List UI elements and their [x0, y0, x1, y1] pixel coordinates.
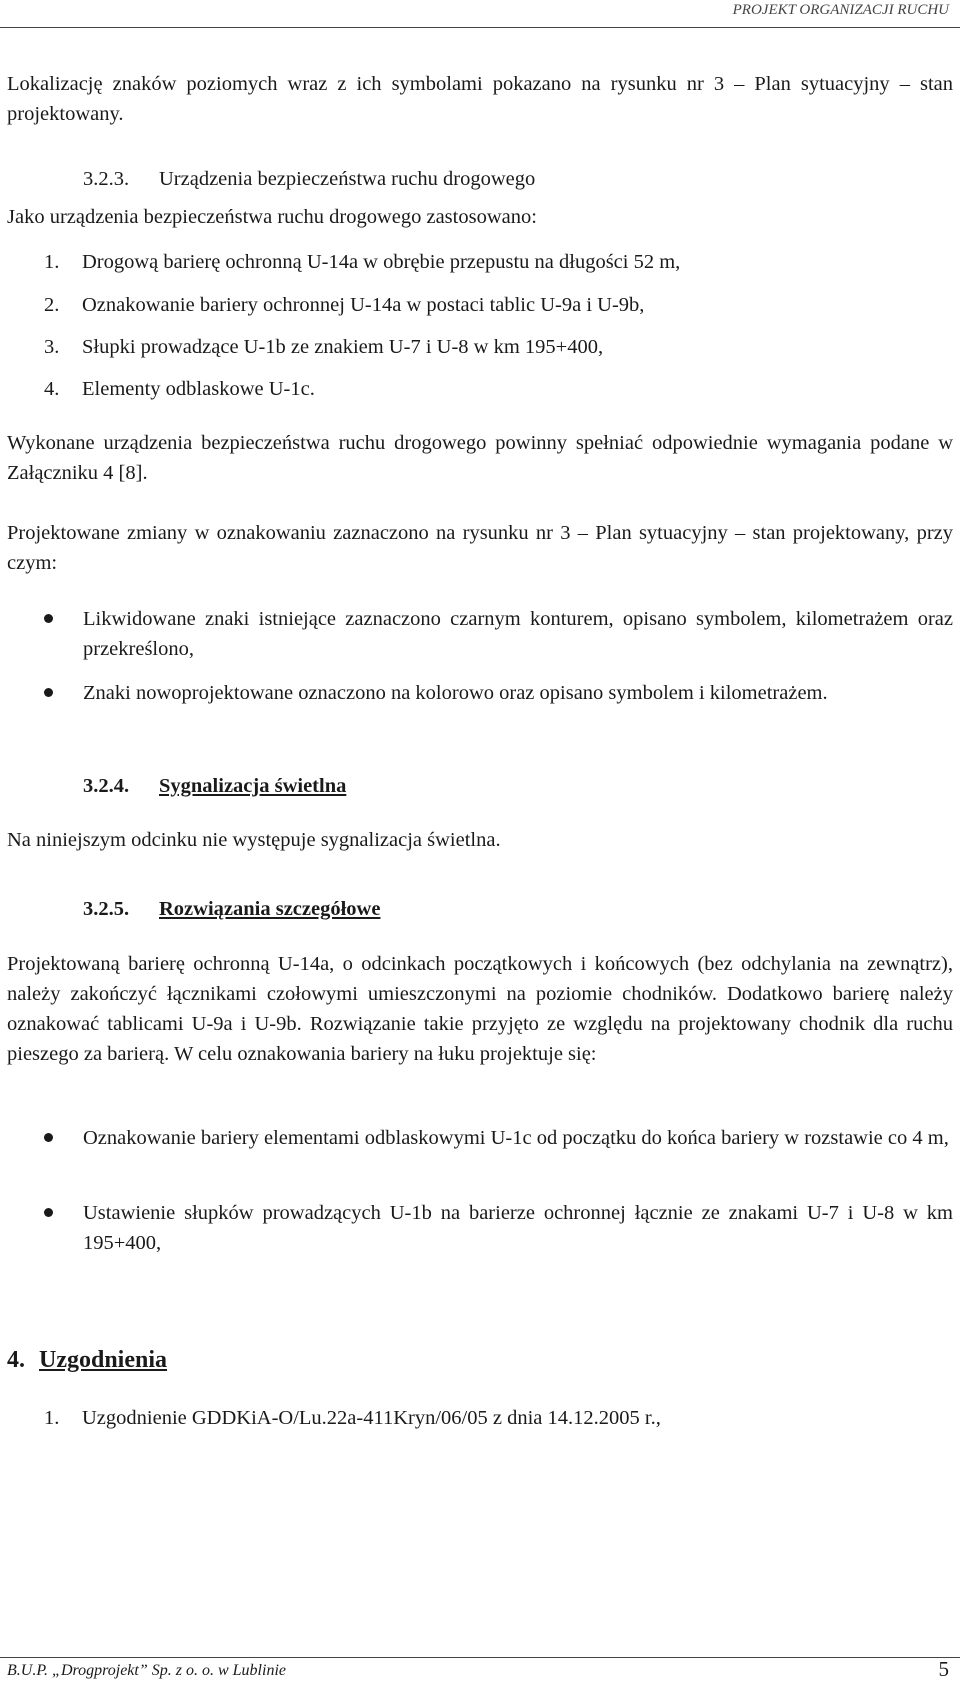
header-rule — [0, 27, 960, 28]
chapter-title: Uzgodnienia — [39, 1347, 168, 1373]
bullet-icon — [44, 1208, 53, 1217]
section-324-text: Na niniejszym odcinku nie występuje sygnalizacja świetlna. — [7, 829, 501, 851]
bullet-icon — [44, 688, 53, 697]
footer-rule — [0, 1657, 960, 1658]
document-page: PROJEKT ORGANIZACJI RUCHU Lokalizację znaków poziomych wraz z ich symbolami pokazano na rysunku nr 3 – Plan sytuacyjny – stan projektowany. 3.2.3. Urządzenia bezpieczeństwa ruchu drogowego Jako urządzenia bezpieczeństwa ruchu drogowego zastosowano: 1. Drogową barierę ochronną U-14a w obrębie przepustu na długości 52 m, 2. Oznakowanie bariery ochronnej U-14a w postaci tablic U-9a i U-9b, 3. Słupki prowadzące U-1b ze znakiem U-7 i U-8 w km 195+400, 4. Elementy odblaskowe U-1c. Wykonane urządzenia bezpieczeństwa ruchu drogowego powinny spełniać odpowiednie wymagania podane w Załączniku 4 [8]. Projektowane zmiany w oznakowaniu zaznaczono na rysunku nr 3 – Plan sytuacyjny – stan projektowany, przy czym: Likwidowane znaki istniejące zaznaczono czarnym konturem, opisano symbolem, kilometrażem oraz przekreślono, Znaki nowoprojektowane oznaczono na kolorowo oraz opisano symbolem i kilometrażem. 3.2.4. Sygnalizacja świetlna Na niniejszym odcinku nie występuje sygnalizacja świetlna. 3.2.5. Rozwiązania szczegółowe Projektowaną barierę ochronną U-14a, o odcinkach początkowych i końcowych (bez odchylania na zewnątrz), należy zakończyć łącznikami czołowymi umieszczonymi na poziomie chodników. Dodatkowo barierę należy oznakować tablicami U-9a i U-9b. Rozwiązanie takie przyjęto ze względu na projektowany chodnik dla ruchu pieszego za barierą. W celu oznakowania bariery na łuku projektuje się: Oznakowanie bariery elementami odblaskowymi U-1c od początku do końca bariery w rozstawie co 4 m, Ustawienie słupków prowadzących U-1b na barierze ochronnej łącznie ze znakami U-7 i U-8 w km 195+400, 4. Uzgodnienia 1. Uzgodnienie GDDKiA-O/Lu.22a-411Kryn/06/05 z dnia 14.12.2005 r., B.U.P. „Drogprojekt” Sp. z o. o. w Lublinie 5 — [0, 0, 960, 1689]
changes-paragraph: Projektowane zmiany w oznakowaniu zaznaczono na rysunku nr 3 – Plan sytuacyjny – stan projektowany, przy czym: — [7, 522, 953, 574]
bullet-icon — [44, 1133, 53, 1142]
section-title: Sygnalizacja świetlna — [159, 775, 347, 797]
section-325-paragraph: Projektowaną barierę ochronną U-14a, o odcinkach początkowych i końcowych (bez odchylania na zewnątrz), należy zakończyć łącznikami czołowymi umieszczonymi na poziomie chodników. Dodatkowo barierę należy oznakować tablicami U-9a i U-9b. Rozwiązanie takie przyjęto ze względu na projektowany chodnik dla ruchu pieszego za barierą. W celu oznakowania bariery na łuku projektuje się: — [7, 953, 953, 1065]
chapter-heading-4 — [7, 1343, 167, 1377]
footer-company: B.U.P. „Drogprojekt” Sp. z o. o. w Lublinie — [7, 1662, 286, 1679]
section-323-lead: Jako urządzenia bezpieczeństwa ruchu drogowego zastosowano: — [7, 206, 537, 228]
bullet-icon — [44, 614, 53, 623]
section-number: 3.2.3. — [83, 168, 130, 190]
section-number: 3.2.5. — [83, 898, 130, 920]
running-header: PROJEKT ORGANIZACJI RUCHU — [732, 2, 949, 18]
section-title: Urządzenia bezpieczeństwa ruchu drogowego — [159, 168, 536, 190]
intro-paragraph: Lokalizację znaków poziomych wraz z ich symbolami pokazano na rysunku nr 3 – Plan sytuacyjny – stan projektowany. — [7, 73, 953, 125]
section-title: Rozwiązania szczegółowe — [159, 898, 381, 920]
section-number: 3.2.4. — [83, 775, 130, 797]
chapter-number: 4. — [7, 1347, 25, 1373]
page-number: 5 — [938, 1657, 949, 1681]
requirements-paragraph: Wykonane urządzenia bezpieczeństwa ruchu drogowego powinny spełniać odpowiednie wymagania podane w Załączniku 4 [8]. — [7, 432, 953, 484]
